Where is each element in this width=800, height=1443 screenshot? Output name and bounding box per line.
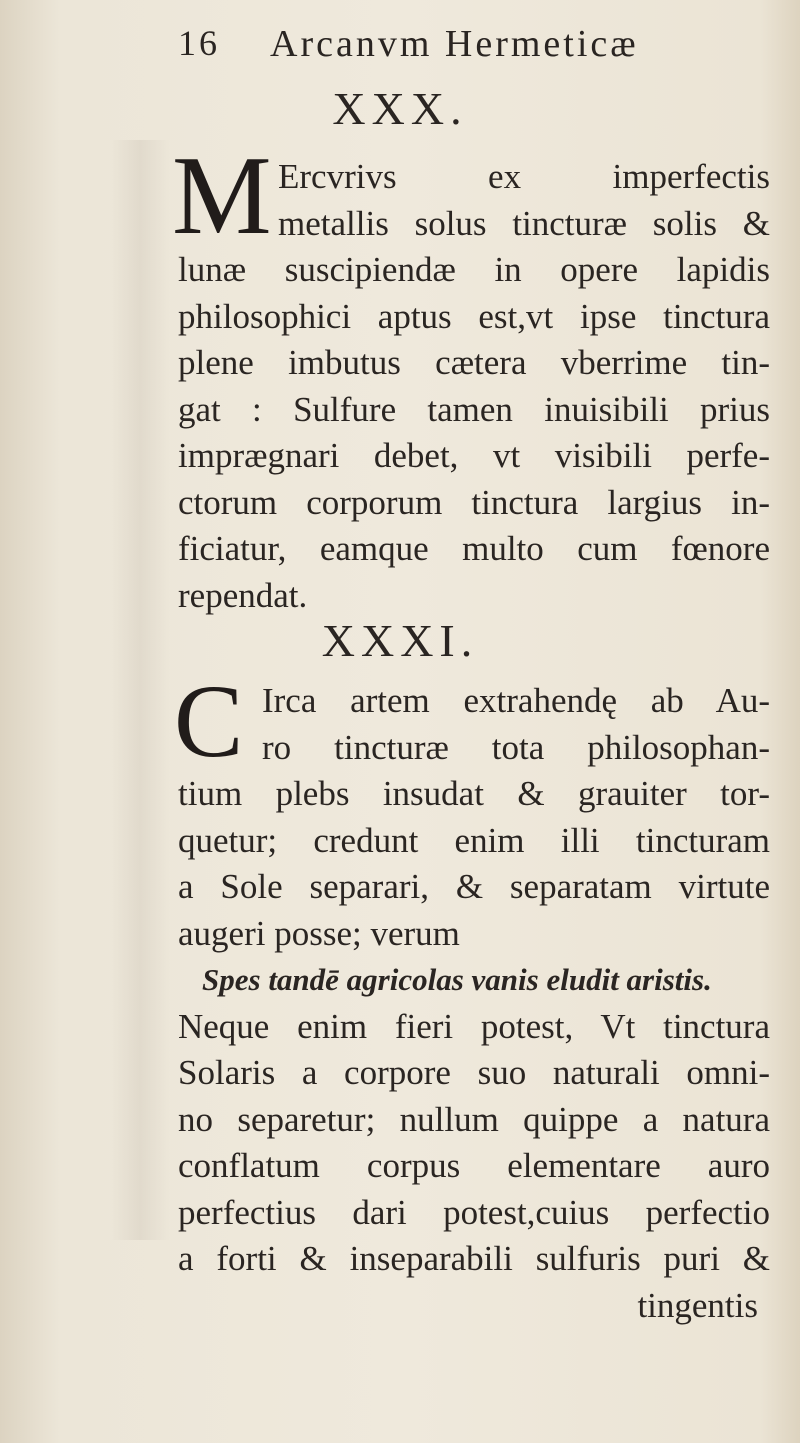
paragraph-xxxi — [178, 678, 770, 1329]
text-line: Neque enim fieri potest, Vt tinctura — [178, 1006, 770, 1046]
text-line: quetur; credunt enim illi tincturam — [178, 820, 770, 860]
section-heading-xxxi: XXXI. — [321, 615, 479, 666]
text-line: perfectius dari potest,cuius perfectio — [178, 1192, 770, 1232]
page-fold-shadow — [110, 140, 170, 1240]
text-line: ctorum corporum tinctura largius in- — [178, 482, 770, 522]
text-line: gat : Sulfure tamen inuisibili prius — [178, 389, 770, 429]
text-line: no separetur; nullum quippe a natura — [178, 1099, 770, 1139]
text-line: Ercvrivs ex imperfectis — [278, 157, 770, 196]
text-line: a Sole separari, & separatam virtute — [178, 867, 770, 906]
section-heading-xxx: XXX. — [332, 83, 468, 134]
drop-cap-m: M — [172, 134, 272, 258]
text-line: ficiatur, eamque multo cum fœnore — [178, 529, 770, 568]
text-line: augeri posse; verum — [178, 913, 460, 953]
text-line: metallis solus tincturæ solis & — [278, 203, 770, 243]
text-line: tium plebs insudat & grauiter tor- — [178, 774, 770, 813]
text-line: ro tincturæ tota philosophan- — [262, 727, 770, 767]
text-line: a forti & inseparabili sulfuris puri & — [178, 1239, 770, 1278]
text-line: Solaris a corpore suo naturali omni- — [178, 1053, 770, 1092]
text-line: philosophici aptus est,vt ipse tinctura — [178, 296, 770, 336]
catchword: tingentis — [637, 1285, 758, 1325]
verse-quote: Spes tandē agricolas vanis eludit aristis. — [202, 962, 712, 997]
drop-cap-c: C — [174, 664, 244, 779]
text-line: lunæ suscipiendæ in opere lapidis — [178, 250, 770, 289]
text-line: imprægnari debet, vt visibili perfe- — [178, 436, 770, 475]
text-line: Irca artem extrahendę ab Au- — [262, 681, 770, 720]
text-line: plene imbutus cætera vberrime tin- — [178, 343, 770, 382]
running-header — [178, 18, 778, 68]
text-line: conflatum corpus elementare auro — [178, 1146, 770, 1185]
page-number: 16 — [178, 23, 220, 63]
paragraph-xxx — [178, 154, 770, 619]
text-line: rependat. — [178, 575, 308, 615]
running-title: Arcanvm Hermeticæ — [270, 23, 639, 65]
